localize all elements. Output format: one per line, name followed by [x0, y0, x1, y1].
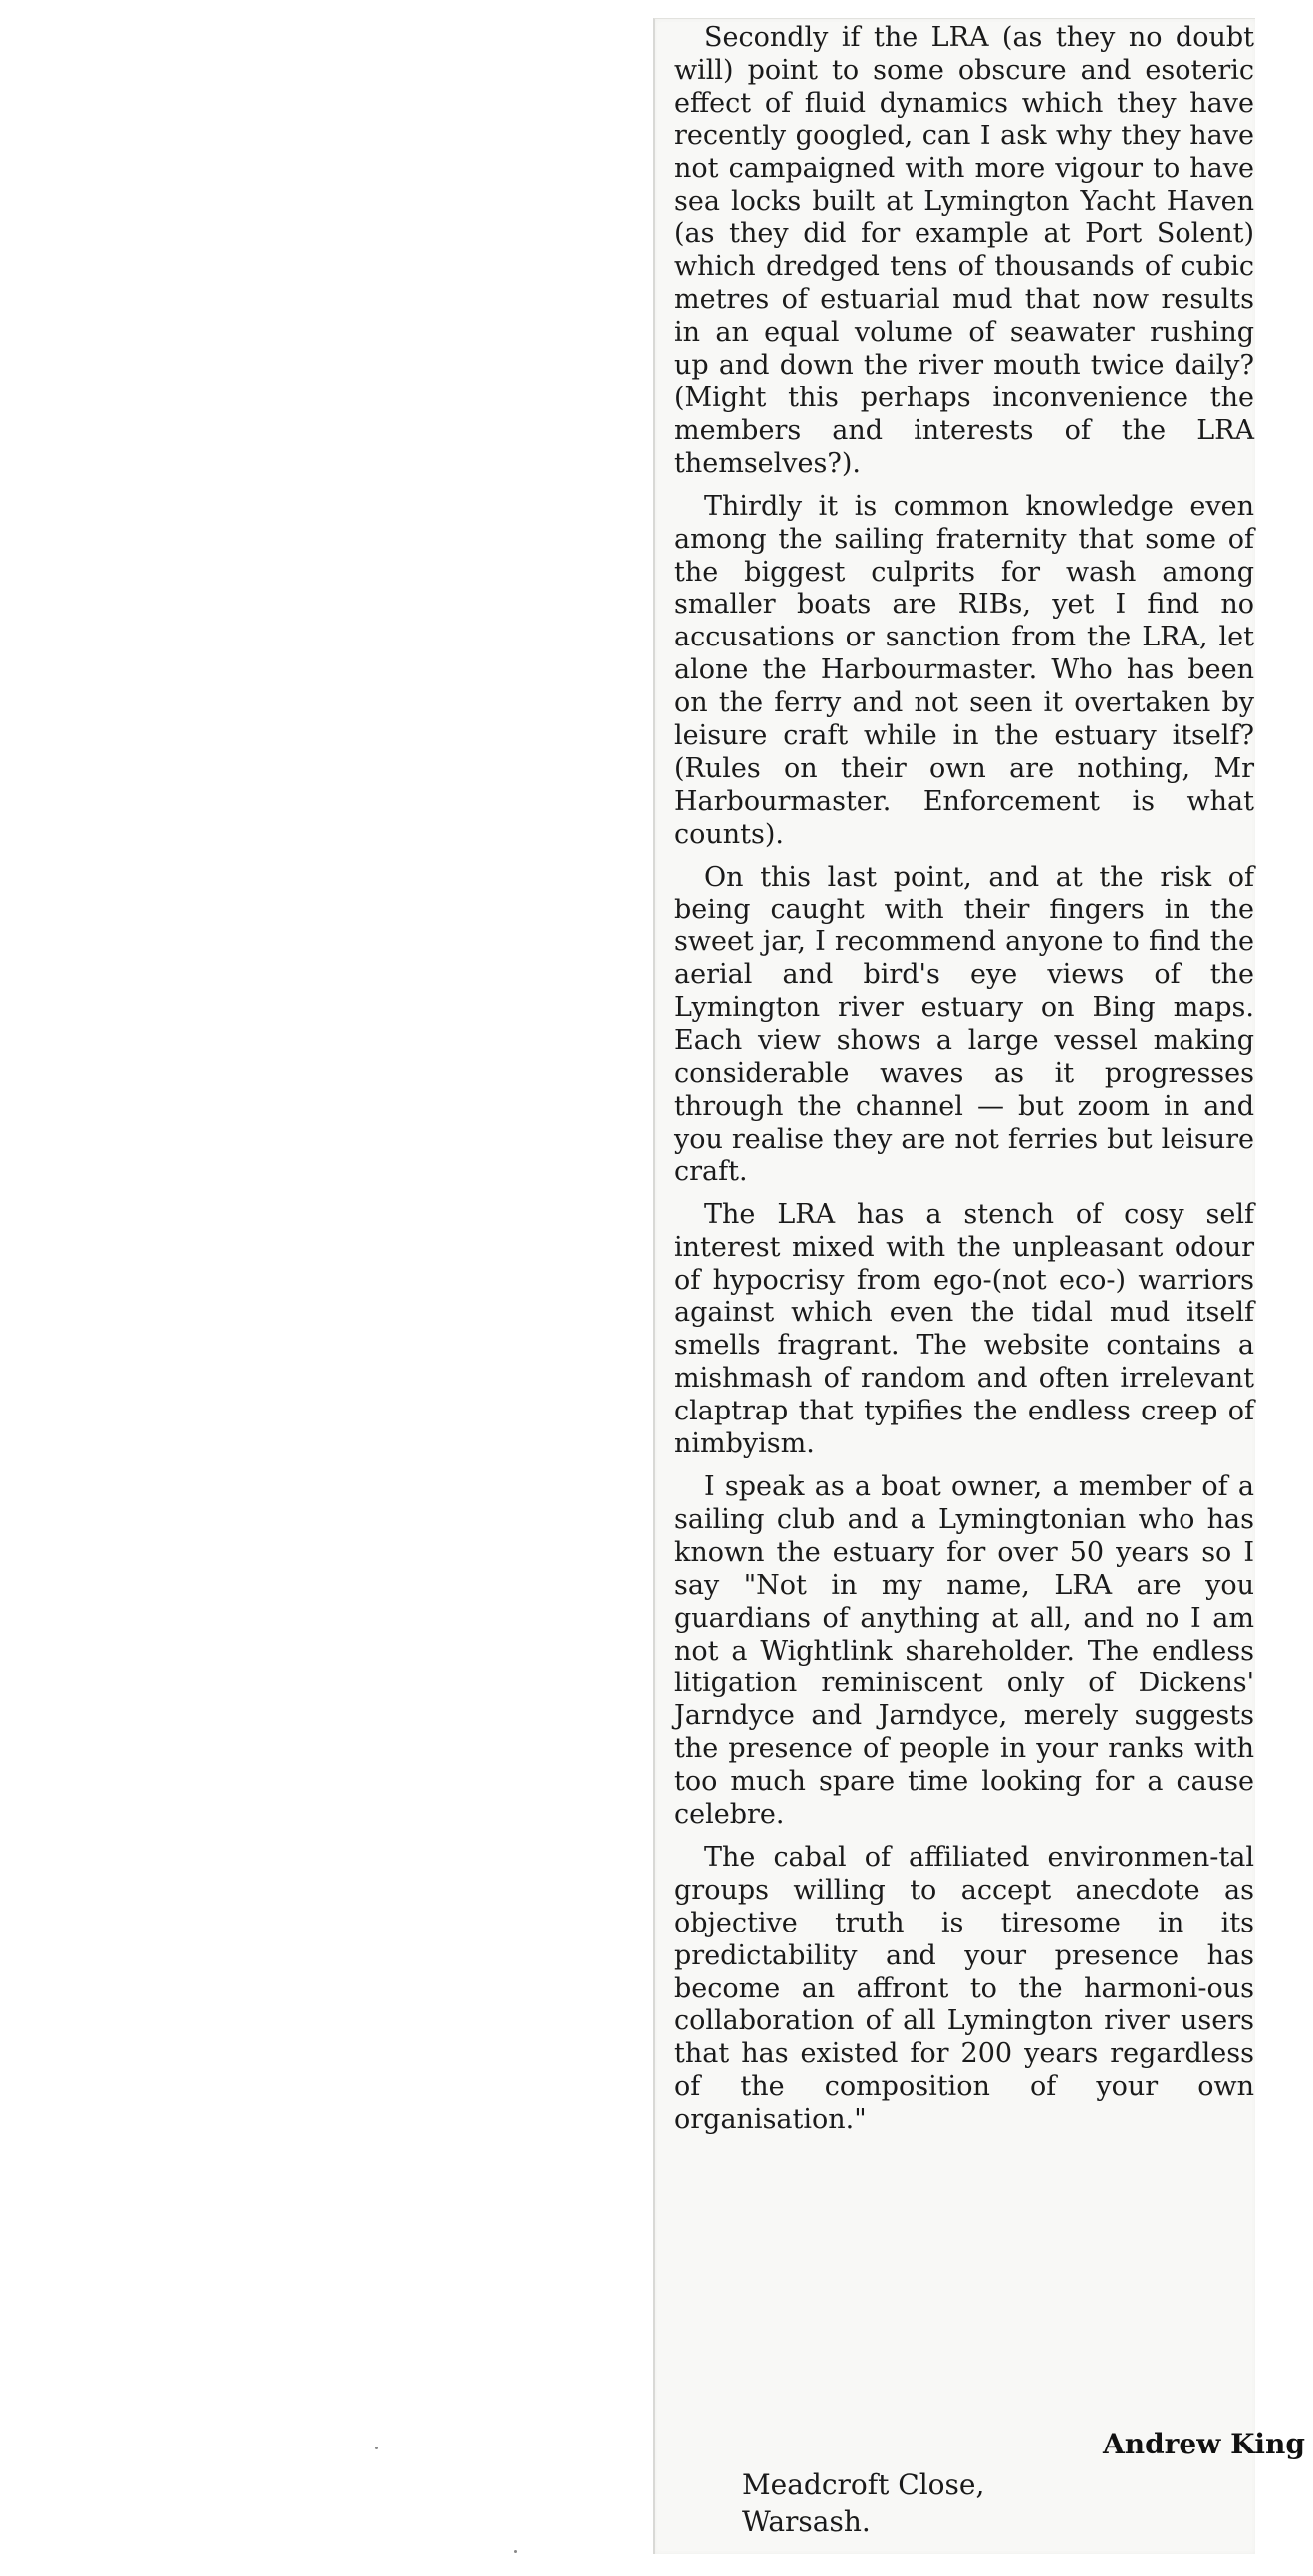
author-address-line-2: Warsash. — [742, 2505, 871, 2538]
scan-speck — [375, 2447, 378, 2449]
author-address-line-1: Meadcroft Close, — [742, 2468, 985, 2501]
letter-paragraph-2: Thirdly it is common knowledge even among the sailing fraternity that some of the biggest culprits for wash among smaller boats are RIBs, yet I find no accusations or sanction from the LRA, let alone the Harbourmaster. Who has been on the ferry and not seen it overtaken by leisure craft while in the estuary itself? (Rules on their own are nothing, Mr Harbourmaster. Enforcement is what counts). — [674, 490, 1254, 850]
letter-article — [674, 22, 1254, 2147]
letter-paragraph-6: The cabal of affiliated environmen-tal groups willing to accept anecdote as objective truth is tiresome in its predictability and your presence has become an affront to the harmoni-ous collaboration of all Lymington river users that has existed for 200 years regardless of the composition of your own organisation." — [674, 1841, 1254, 2136]
letter-paragraph-4: The LRA has a stench of cosy self interest mixed with the unpleasant odour of hypocrisy from ego-(not eco-) warriors against which even the tidal mud itself smells fragrant. The website contains a mishmash of random and often irrelevant claptrap that typifies the endless creep of nimbyism. — [674, 1198, 1254, 1460]
letter-paragraph-1: Secondly if the LRA (as they no doubt will) point to some obscure and esoteric effect of fluid dynamics which they have recently googled, can I ask why they have not campaigned with more vigour to have sea locks built at Lymington Yacht Haven (as they did for example at Port Solent) which dredged tens of thousands of cubic metres of estuarial mud that now results in an equal volume of seawater rushing up and down the river mouth twice daily? (Might this perhaps inconvenience the members and interests of the LRA themselves?). — [674, 22, 1254, 479]
letter-paragraph-5: I speak as a boat owner, a member of a sailing club and a Lymingtonian who has known the estuary for over 50 years so I say "Not in my name, LRA are you guardians of anything at all, and no I am not a Wightlink shareholder. The endless litigation reminiscent only of Dickens' Jarndyce and Jarndyce, merely suggests the presence of people in your ranks with too much spare time looking for a cause celebre. — [674, 1470, 1254, 1831]
scan-speck — [514, 2550, 517, 2553]
author-name: Andrew King — [1103, 2428, 1305, 2460]
letter-paragraph-3: On this last point, and at the risk of being caught with their fingers in the sweet jar, I recommend anyone to find the aerial and bird's eye views of the Lymington river estuary on Bing maps. Each view shows a large vessel making considerable waves as it progresses through the channel — but zoom in and you realise they are not ferries but leisure craft. — [674, 861, 1254, 1187]
